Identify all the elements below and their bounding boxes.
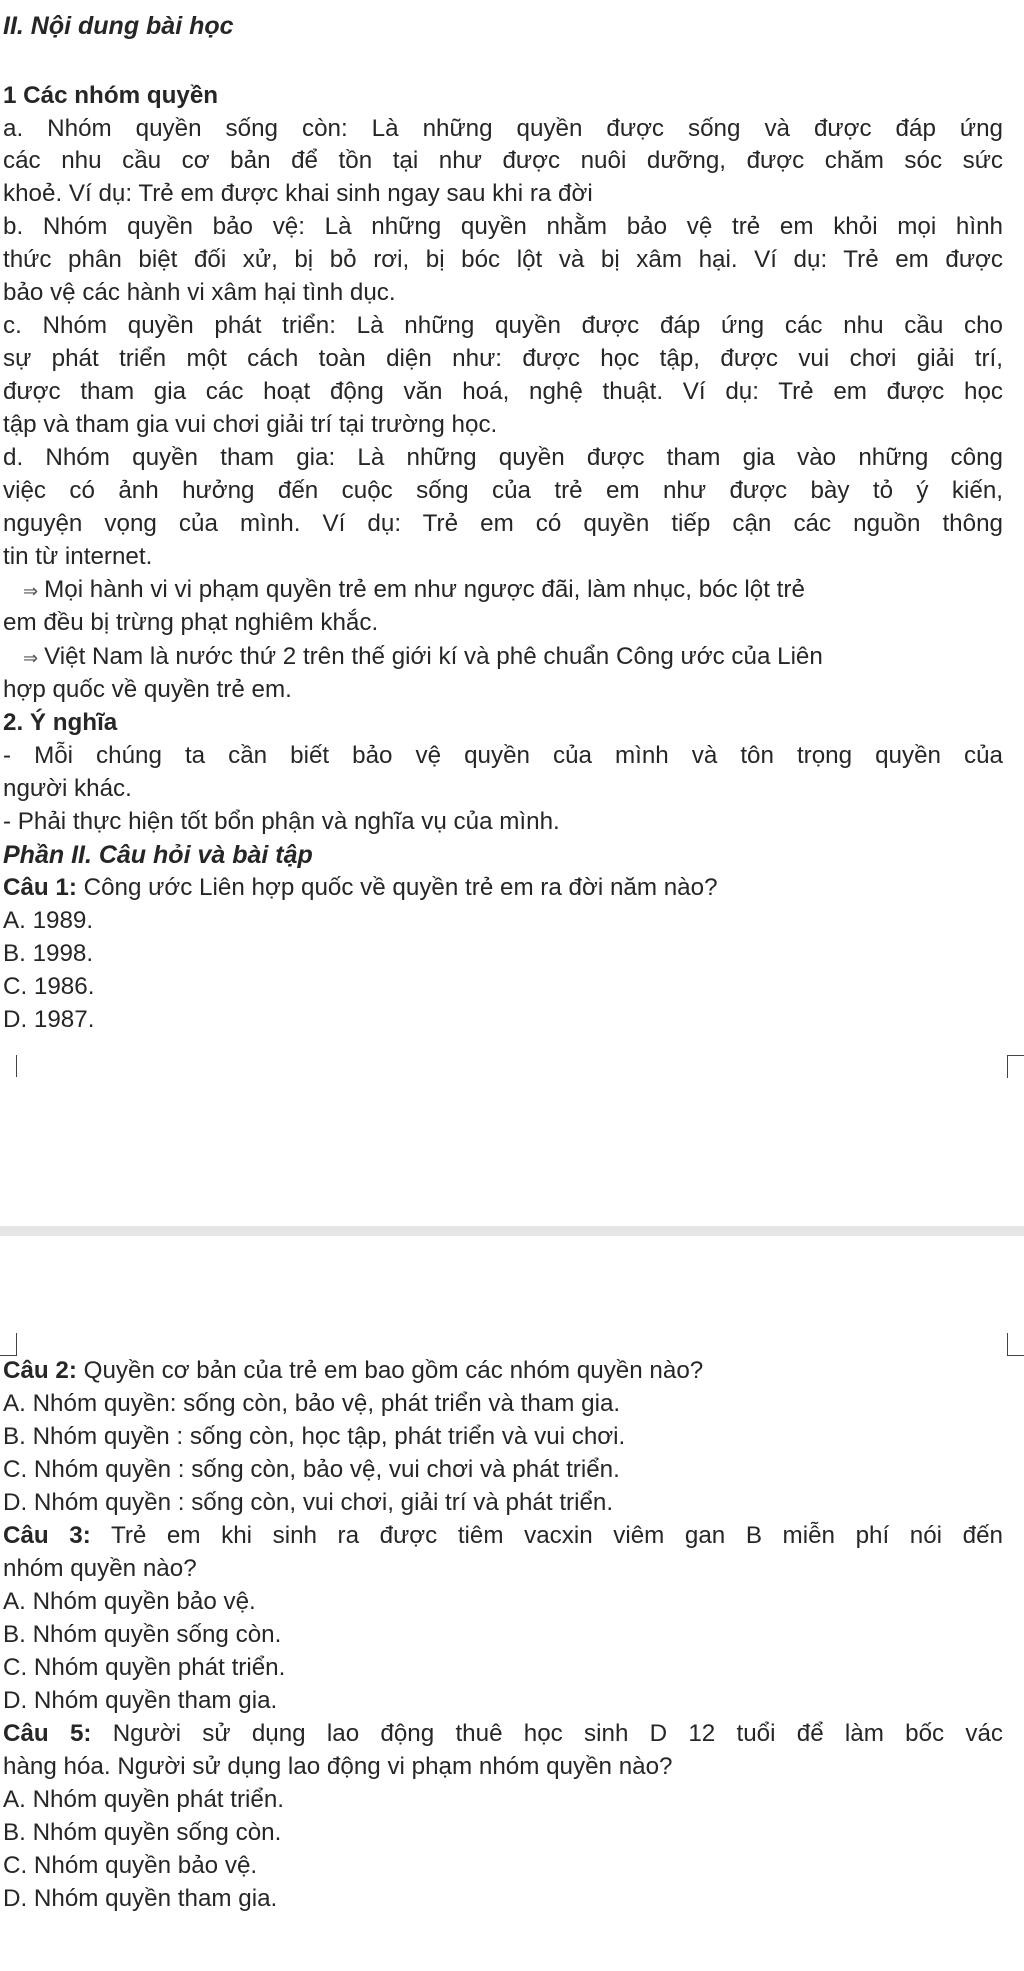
answer-option: B. Nhóm quyền : sống còn, học tập, phát triển và vui chơi. — [3, 1423, 626, 1450]
page-divider — [0, 1226, 1024, 1236]
question-text-continued: hàng hóa. Người sử dụng lao động vi phạm nhóm quyền nào? — [3, 1753, 673, 1780]
paragraph-line: người khác. — [3, 775, 132, 802]
answer-option: A. 1989. — [3, 907, 94, 934]
paragraph-line: - Phải thực hiện tốt bổn phận và nghĩa vụ của mình. — [3, 808, 560, 835]
paragraph-line: d. Nhóm quyền tham gia: Là những quyền được tham gia vào những công — [3, 444, 1003, 471]
answer-option: C. Nhóm quyền phát triển. — [3, 1654, 286, 1681]
question-5 — [3, 1718, 1003, 1750]
paragraph-line: b. Nhóm quyền bảo vệ: Là những quyền nhằm bảo vệ trẻ em khỏi mọi hình — [3, 213, 1003, 240]
answer-option: C. Nhóm quyền bảo vệ. — [3, 1852, 258, 1879]
crop-mark — [1007, 1055, 1024, 1078]
paragraph-line: nguyện vọng của mình. Ví dụ: Trẻ em có quyền tiếp cận các nguồn thông — [3, 510, 1003, 537]
question-text: Quyền cơ bản của trẻ em bao gồm các nhóm quyền nào? — [76, 1357, 704, 1384]
arrow-icon: ⇒ — [23, 648, 39, 668]
paragraph-line: sự phát triển một cách toàn diện như: được học tập, được vui chơi giải trí, — [3, 345, 1003, 372]
question-label: Câu 5: — [3, 1720, 92, 1747]
paragraph-line: tin từ internet. — [3, 543, 153, 570]
section-heading-rights-groups: 1 Các nhóm quyền — [3, 82, 219, 109]
answer-option: A. Nhóm quyền: sống còn, bảo vệ, phát triển và tham gia. — [3, 1390, 621, 1417]
answer-option: A. Nhóm quyền bảo vệ. — [3, 1588, 256, 1615]
note-line — [3, 641, 1003, 674]
answer-option: D. Nhóm quyền tham gia. — [3, 1885, 278, 1912]
question-1 — [3, 872, 1003, 904]
crop-mark — [0, 1055, 17, 1077]
answer-option: B. Nhóm quyền sống còn. — [3, 1819, 282, 1846]
question-text: Công ước Liên hợp quốc về quyền trẻ em ra đời năm nào? — [76, 874, 718, 901]
answer-option: A. Nhóm quyền phát triển. — [3, 1786, 285, 1813]
note-text: Việt Nam là nước thứ 2 trên thế giới kí và phê chuẩn Công ước của Liên — [44, 643, 823, 670]
answer-option: B. 1998. — [3, 940, 94, 967]
question-text-continued: nhóm quyền nào? — [3, 1555, 197, 1582]
page-title: II. Nội dung bài học — [3, 12, 234, 40]
question-text: Trẻ em khi sinh ra được tiêm vacxin viêm gan B miễn phí nói đến — [90, 1522, 1003, 1549]
answer-option: D. Nhóm quyền tham gia. — [3, 1687, 278, 1714]
question-2 — [3, 1355, 1003, 1387]
answer-option: C. Nhóm quyền : sống còn, bảo vệ, vui chơi và phát triển. — [3, 1456, 620, 1483]
paragraph-line: c. Nhóm quyền phát triển: Là những quyền được đáp ứng các nhu cầu cho — [3, 312, 1003, 339]
question-3 — [3, 1520, 1003, 1552]
note-line — [3, 574, 1003, 607]
answer-option: D. 1987. — [3, 1006, 95, 1033]
question-label: Câu 2: — [3, 1357, 77, 1384]
answer-option: D. Nhóm quyền : sống còn, vui chơi, giải trí và phát triển. — [3, 1489, 614, 1516]
paragraph-line: bảo vệ các hành vi xâm hại tình dục. — [3, 279, 396, 306]
question-text: Người sử dụng lao động thuê học sinh D 12 tuổi để làm bốc vác — [91, 1720, 1004, 1747]
question-label: Câu 3: — [3, 1522, 91, 1549]
paragraph-line: các nhu cầu cơ bản để tồn tại như được nuôi dưỡng, được chăm sóc sức — [3, 147, 1003, 174]
answer-option: C. 1986. — [3, 973, 95, 1000]
paragraph-line: tập và tham gia vui chơi giải trí tại trường học. — [3, 411, 498, 438]
part-heading: Phần II. Câu hỏi và bài tập — [3, 841, 313, 869]
paragraph-line: thức phân biệt đối xử, bị bỏ rơi, bị bóc lột và bị xâm hại. Ví dụ: Trẻ em được — [3, 246, 1003, 273]
note-line: em đều bị trừng phạt nghiêm khắc. — [3, 609, 379, 636]
page-bottom — [0, 1325, 1024, 1971]
paragraph-line: a. Nhóm quyền sống còn: Là những quyền được sống và được đáp ứng — [3, 115, 1003, 142]
paragraph-line: - Mỗi chúng ta cần biết bảo vệ quyền của mình và tôn trọng quyền của — [3, 742, 1003, 769]
paragraph-line: được tham gia các hoạt động văn hoá, nghệ thuật. Ví dụ: Trẻ em được học — [3, 378, 1003, 405]
note-line: hợp quốc về quyền trẻ em. — [3, 676, 292, 703]
answer-option: B. Nhóm quyền sống còn. — [3, 1621, 282, 1648]
arrow-icon: ⇒ — [23, 581, 39, 601]
question-label: Câu 1: — [3, 874, 77, 901]
note-text: Mọi hành vi vi phạm quyền trẻ em như ngược đãi, làm nhục, bóc lột trẻ — [44, 576, 805, 603]
paragraph-line: việc có ảnh hưởng đến cuộc sống của trẻ em như được bày tỏ ý kiến, — [3, 477, 1003, 504]
section-heading-meaning: 2. Ý nghĩa — [3, 709, 118, 736]
paragraph-line: khoẻ. Ví dụ: Trẻ em được khai sinh ngay sau khi ra đời — [3, 180, 593, 207]
